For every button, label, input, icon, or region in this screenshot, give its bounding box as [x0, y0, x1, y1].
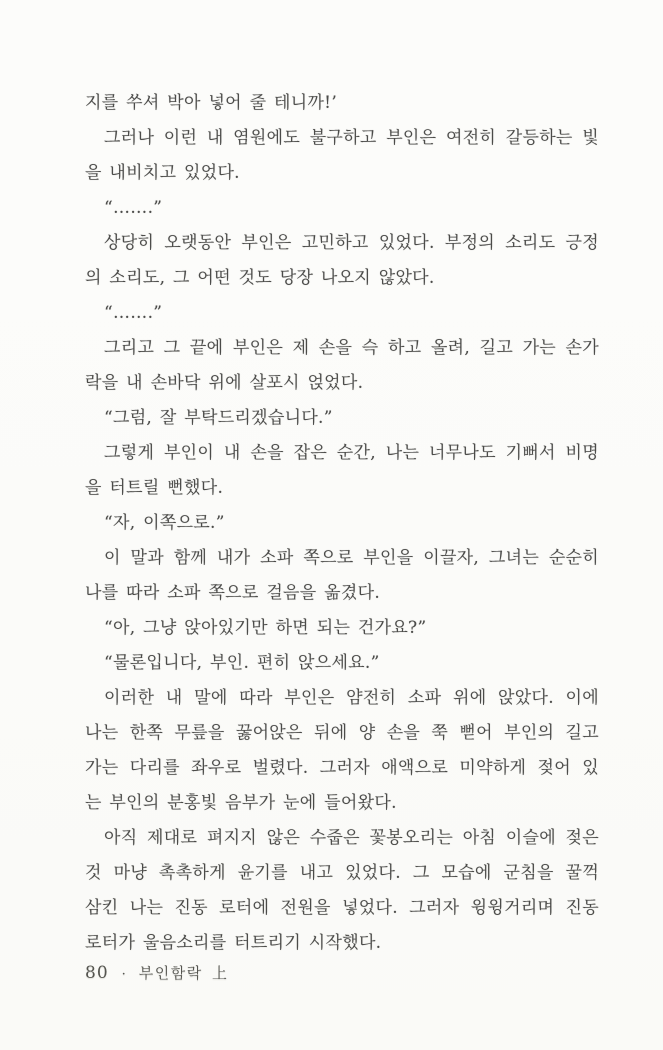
text-line: “…….” — [104, 303, 163, 323]
text-line: “자, 이쪽으로.” — [104, 513, 225, 533]
page-footer — [85, 962, 229, 983]
text-line: “…….” — [104, 198, 163, 218]
text-line: “아, 그냥 앉아있기만 하면 되는 건가요?” — [104, 618, 427, 638]
body-text — [85, 86, 599, 961]
footer-separator: · — [121, 967, 126, 982]
text-line: 을 내비치고 있었다. — [85, 163, 240, 183]
text-line: “그럼, 잘 부탁드리겠습니다.” — [104, 408, 333, 428]
text-line: 을 터트릴 뻔했다. — [85, 478, 224, 498]
text-line: 이러한 내 말에 따라 부인은 얌전히 소파 위에 앉았다. 이에 — [104, 688, 599, 708]
text-line: 그러나 이런 내 염원에도 불구하고 부인은 여전히 갈등하는 빛 — [104, 128, 599, 148]
book-title: 부인함락 上 — [138, 964, 229, 982]
text-line: 상당히 오랫동안 부인은 고민하고 있었다. 부정의 소리도 긍정 — [104, 233, 599, 253]
text-line: 가는 다리를 좌우로 벌렸다. 그러자 애액으로 미약하게 젖어 있 — [85, 758, 599, 778]
page-number: 80 — [85, 963, 109, 983]
text-line: 나를 따라 소파 쪽으로 걸음을 옮겼다. — [85, 583, 381, 603]
text-line: 로터가 울음소리를 터트리기 시작했다. — [85, 933, 382, 953]
text-line: 의 소리도, 그 어떤 것도 당장 나오지 않았다. — [85, 268, 435, 288]
text-line: “물론입니다, 부인. 편히 앉으세요.” — [104, 653, 380, 673]
text-line: 그리고 그 끝에 부인은 제 손을 슥 하고 올려, 길고 가는 손가 — [104, 338, 599, 358]
text-line: 락을 내 손바닥 위에 살포시 얹었다. — [85, 373, 364, 393]
text-line: 는 부인의 분홍빛 음부가 눈에 들어왔다. — [85, 793, 397, 813]
text-line: 것 마냥 촉촉하게 윤기를 내고 있었다. 그 모습에 군침을 꿀꺽 — [85, 863, 599, 883]
text-line: 지를 쑤셔 박아 넣어 줄 테니까!’ — [85, 93, 338, 113]
text-line: 그렇게 부인이 내 손을 잡은 순간, 나는 너무나도 기뻐서 비명 — [104, 443, 599, 463]
text-line: 나는 한쪽 무릎을 꿇어앉은 뒤에 양 손을 쭉 뻗어 부인의 길고 — [85, 723, 599, 743]
text-line: 이 말과 함께 내가 소파 쪽으로 부인을 이끌자, 그녀는 순순히 — [104, 548, 599, 568]
text-line: 삼킨 나는 진동 로터에 전원을 넣었다. 그러자 윙윙거리며 진동 — [85, 898, 599, 918]
text-line: 아직 제대로 펴지지 않은 수줍은 꽃봉오리는 아침 이슬에 젖은 — [104, 828, 599, 848]
